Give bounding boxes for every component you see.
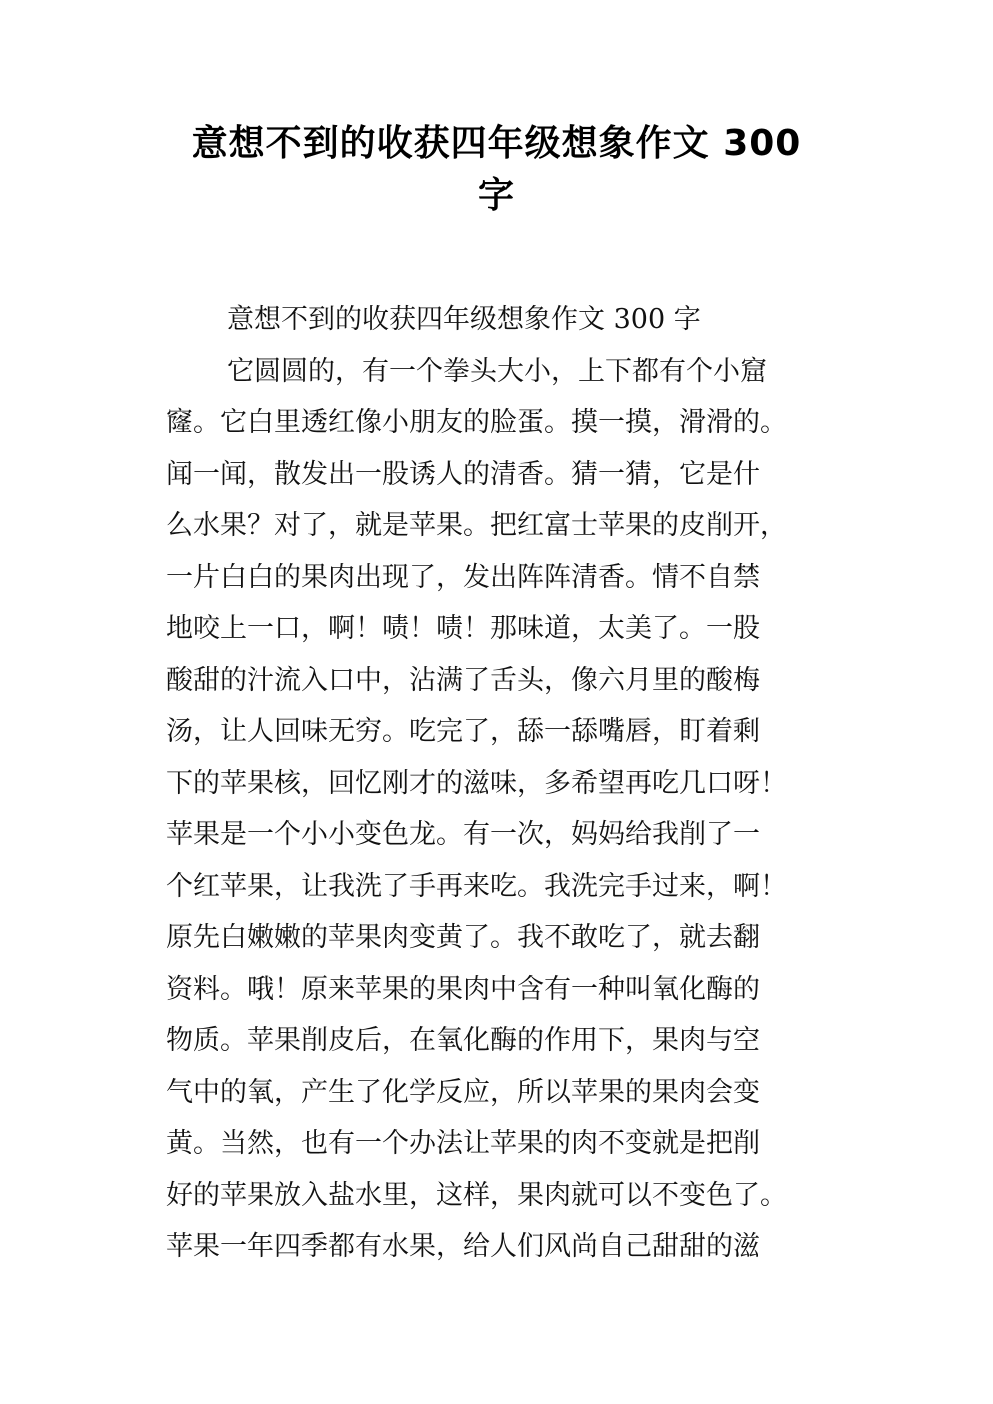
title-line-2: 字 [477, 174, 515, 216]
essay-line: 好的苹果放入盐水里，这样，果肉就可以不变色了。 [166, 1179, 787, 1211]
essay-line: 黄。当然，也有一个办法让苹果的肉不变就是把削 [166, 1128, 760, 1159]
essay-line: 资料。哦！原来苹果的果肉中含有一种叫氧化酶的 [166, 973, 760, 1005]
essay-line: 么水果？对了，就是苹果。把红富士苹果的皮削开， [166, 510, 787, 541]
document-title [150, 118, 843, 221]
essay-line: 原先白嫩嫩的苹果肉变黄了。我不敢吃了，就去翻 [166, 922, 760, 953]
essay-line: 苹果是一个小小变色龙。有一次，妈妈给我削了一 [166, 819, 760, 850]
essay-line: 气中的氧，产生了化学反应，所以苹果的果肉会变 [166, 1076, 760, 1108]
essay-subtitle: 意想不到的收获四年级想象作文 300 字 [227, 304, 701, 335]
essay-line: 汤，让人回味无穷。吃完了，舔一舔嘴唇，盯着剩 [166, 716, 760, 747]
essay-line: 酸甜的汁流入口中，沾满了舌头，像六月里的酸梅 [166, 664, 760, 696]
essay-line: 地咬上一口，啊！啧！啧！那味道，太美了。一股 [166, 613, 760, 644]
essay-line: 一片白白的果肉出现了，发出阵阵清香。情不自禁 [166, 561, 760, 593]
essay-line: 它圆圆的，有一个拳头大小，上下都有个小窟 [227, 355, 767, 387]
essay-body [166, 294, 846, 1273]
essay-line: 下的苹果核，回忆刚才的滋味，多希望再吃几口呀！ [166, 767, 787, 799]
essay-line: 个红苹果，让我洗了手再来吃。我洗完手过来，啊！ [166, 870, 787, 902]
essay-line: 闻一闻，散发出一股诱人的清香。猜一猜，它是什 [166, 458, 760, 490]
essay-line: 窿。它白里透红像小朋友的脸蛋。摸一摸，滑滑的。 [166, 407, 787, 438]
essay-line: 物质。苹果削皮后，在氧化酶的作用下，果肉与空 [166, 1025, 760, 1056]
title-line-1: 意想不到的收获四年级想象作文 300 [191, 123, 802, 164]
essay-line: 苹果一年四季都有水果，给人们风尚自己甜甜的滋 [166, 1231, 760, 1262]
